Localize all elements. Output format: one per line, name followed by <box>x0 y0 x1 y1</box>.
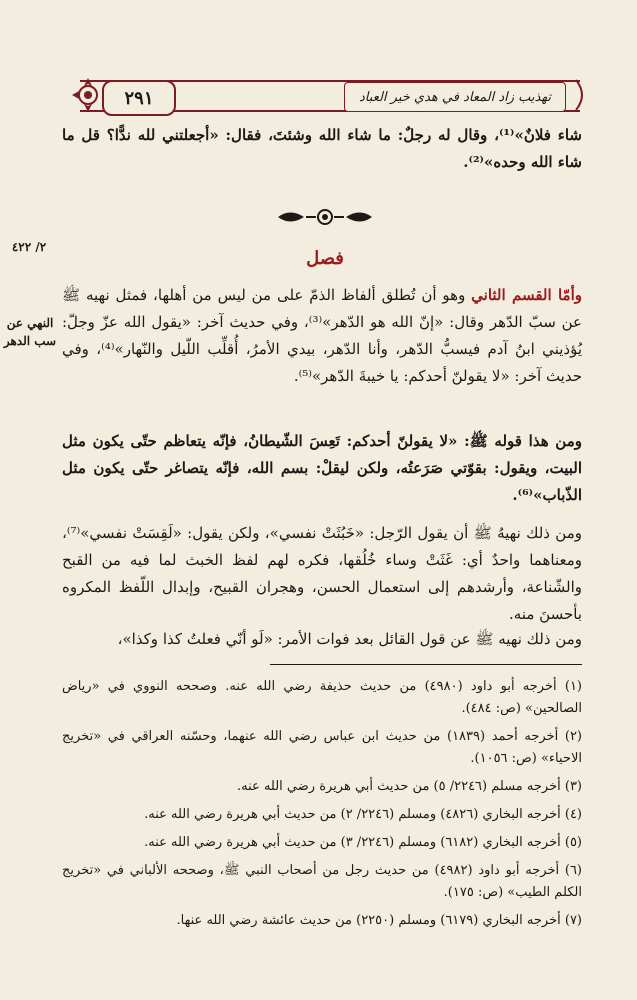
footnote: (٢) أخرجه أحمد (١٨٣٩) من حديث ابن عباس رضي الله عنهما، وحسّنه العراقي في «تخريج الاحياء» (ص: ١٠٥٦). <box>62 729 582 766</box>
paragraph-2 <box>62 428 582 509</box>
paragraph-4-text: ومن ذلك نهيه ﷺ عن قول القائل بعد فوات الأمر: «لَو أنّي فعلتُ كذا وكذا»، <box>117 630 582 648</box>
paragraph-1-text: وهو أن تُطلق ألفاظ الذمّ على من ليس من أهلها، فمثل نهيه ﷺ عن سبّ الدّهر وقال: «إنّ الله هو الدّهر»⁽³⁾، وفي حديث آخر: «يقول الله عزّ وجلّ: يُؤذيني ابنُ آدم فيسبُّ الدّهر، وأنا الدّهر، بيدي الأمرُ، أُقلِّب اللّيل والنّهار»⁽⁴⁾، وفي حديث آخر: «لا يقولنّ أحدكم: يا خيبةَ الدّهر»⁽⁵⁾. <box>62 286 582 385</box>
section-title: فصل <box>306 248 344 269</box>
running-title: تهذيب زاد المعاد في هدي خير العباد <box>344 82 566 112</box>
paragraph-0 <box>62 122 582 176</box>
footnote-separator <box>270 664 582 665</box>
footnote: (٣) أخرجه مسلم (٢٢٤٦/ ٥) من حديث أبي هريرة رضي الله عنه. <box>237 779 582 794</box>
paragraph-3-text: ومن ذلك نهيهُ ﷺ أن يقول الرّجل: «خَبُثَتْ نفسي»، ولكن يقول: «لَقِسَتْ نفسي»⁽⁷⁾، ومعناهما واحدٌ أي: غَثَتْ وساء خُلُقها، فكره لهم لفظ الخبث لما فيه من القبح والشّناعة، وأرشدهم إلى استعمال الحسن، وهجران القبيح، وإبدال اللّفظ المكروه بأحسنَ منه. <box>62 524 582 623</box>
footnote: (٦) أخرجه أبو داود (٤٩٨٢) من حديث رجل من أصحاب النبي ﷺ، وصححه الألباني في «تخريج الكلم الطيب» (ص: ١٧٥). <box>62 863 582 900</box>
margin-page-reference: ٢/ ٤٢٢ <box>11 240 47 254</box>
footnote: (٥) أخرجه البخاري (٦١٨٢) ومسلم (٢٢٤٦/ ٣) من حديث أبي هريرة رضي الله عنه. <box>144 835 582 850</box>
page-number: ٢٩١ <box>102 80 176 116</box>
paragraph-1 <box>62 282 582 390</box>
paragraph-2-text: ومن هذا قوله ﷺ: «لا يقولنّ أحدكم: تَعِسَ الشّيطانُ، فإنّه يتعاظم حتّى يكون مثل البيت، ويقول: بقوّتي صَرَعتُه، ولكن ليقلْ: بسم الله، فإنّه يتصاغر حتّى يكون مثل الذّباب»⁽⁶⁾. <box>62 432 582 504</box>
footnote: (٤) أخرجه البخاري (٤٨٢٦) ومسلم (٢٢٤٦/ ٢) من حديث أبي هريرة رضي الله عنه. <box>144 807 582 822</box>
footnotes <box>62 676 582 938</box>
paragraph-0-text: شاء فلانٌ»⁽¹⁾، وقال له رجلٌ: ما شاء الله وشئتَ، فقال: «أجعلتني لله ندًّا؟ قل ما شاء الله وحده»⁽²⁾. <box>62 126 582 171</box>
section-divider-icon <box>270 206 380 228</box>
paragraph-4 <box>62 626 582 653</box>
paragraph-3 <box>62 520 582 628</box>
margin-note: النهي عن سب الدهر <box>3 316 57 348</box>
footnote: (٧) أخرجه البخاري (٦١٧٩) ومسلم (٢٢٥٠) من حديث عائشة رضي الله عنها. <box>176 913 582 928</box>
corner-ornament-icon <box>574 74 590 116</box>
footnote: (١) أخرجه أبو داود (٤٩٨٠) من حديث حذيفة رضي الله عنه. وصححه النووي في «رياض الصالحين» (ص: ٤٨٤). <box>62 679 582 716</box>
page-header <box>70 74 590 116</box>
section-lead: وأمّا القسم الثاني <box>471 286 582 304</box>
floral-ornament-icon <box>70 74 106 116</box>
